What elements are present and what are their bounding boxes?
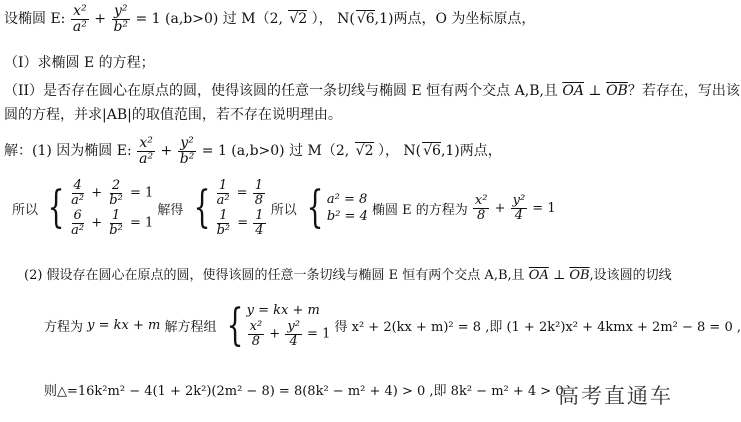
problem-intro: 设椭圆 E: [4,11,70,28]
solution-tangent: 方程为 y = kx + m 解方程组 { y = kx + m $\frac{\text{x²}}{8}$ + $\frac{\text{y²}}{4}$ = 1 得 x² + 2(kx + m)² = 8 ,即 (1 + 2k²)x² + 4kmx + 2m² − 8 = 0 , [44,299,741,351]
fraction-y2-b2: $\frac{\text{y²}}{\text{b²}}$ [113,3,129,35]
system-tangent: { y = kx + m $\frac{\text{x²}}{8}$ + $\frac{\text{y²}}{4}$ = 1 [226,299,331,351]
watermark-logo: 高考直通车 [558,384,673,408]
problem-part-2-cont: 圆的方程，并求|AB|的取值范围，若不存在说明理由。 [4,107,342,123]
problem-part-2: （II）是否存在圆心在原点的圆，使得该圆的任意一条切线与椭圆 E 恒有两个交点 A,B,且 $\overline{OA}$ ⊥ $\overline{OB}$？若存在，写出该 [4,83,740,99]
sqrt-2: √2 [289,11,308,28]
system-solved: { $\frac{1}{\text{a²}}$ = $\frac{1}{8}$ $\frac{1}{\text{b²}}$ = $\frac{1}{4}$ [193,178,264,238]
solution-part-2: (2) 假设存在圆心在原点的圆，使得该圆的任意一条切线与椭圆 E 恒有两个交点 A,B,且 $\overline{OA}$ ⊥ $\overline{OB}$,设该圆的切线 [24,268,672,283]
sqrt-6: √6 [356,11,375,28]
problem-line-1: 设椭圆 E: $\frac{\text{x²}}{\text{a²}}$ + $\frac{\text{y²}}{\text{b²}}$ = 1 (a,b>0) 过 M（2, √2 ）， N( √6,1)两点，O 为坐标原点， [4,3,536,35]
system-equations: { $\frac{4}{\text{a²}}$ + $\frac{2}{\text{b²}}$ = 1 $\frac{6}{\text{a²}}$ + $\frac{1}{\text{b²}}$ = 1 [47,178,154,238]
solution-delta: 则△=16k²m² − 4(1 + 2k²)(2m² − 8) = 8(8k² − m² + 4) > 0 ,即 8k² − m² + 4 > 0 [44,384,564,399]
vector-ob: $\overline{OB}$ [606,83,628,99]
problem-part-1: （I）求椭圆 E 的方程； [4,55,155,71]
fraction-x2-a2: $\frac{\text{x²}}{\text{a²}}$ [72,3,87,35]
system-result: { a² = 8 b² = 4 [306,182,368,234]
vector-oa: $\overline{OA}$ [562,83,584,99]
solution-systems: 所以 { $\frac{4}{\text{a²}}$ + $\frac{2}{\text{b²}}$ = 1 $\frac{6}{\text{a²}}$ + $\frac{1}{\text{b²}}$ = 1 解得 { $\frac{1}{\text{a²}}$ = $\frac{1}{8}$ $\frac{1}{\text{b²}}$ = $\frac{1}{4}$ 所以 { a² = 8 b² = 4 椭圆 E 的方程为 $\frac{\text{x²}}{8}$ + $\frac{\text{y²}}{4}$ = 1 [12,178,556,238]
solution-line-1: 解：(1) 因为椭圆 E: $\frac{\text{x²}}{\text{a²}}$ + $\frac{\text{y²}}{\text{b²}}$ = 1 (a,b>0) 过 M（2, √2 ）， N( √6,1)两点， [4,135,502,167]
